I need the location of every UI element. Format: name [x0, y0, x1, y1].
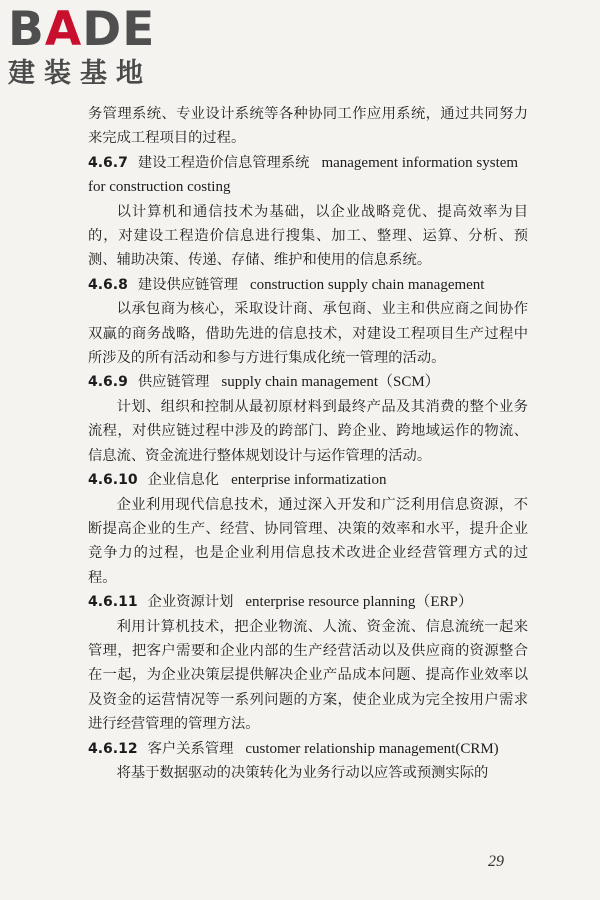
document-body [88, 102, 528, 785]
term-heading-4-6-11: 4.6.11 企业资源计划 enterprise resource planning（ERP） [88, 594, 473, 611]
page-number: 29 [488, 853, 504, 870]
term-body-4-6-9: 计划、组织和控制从最初原材料到最终产品及其消费的整个业务流程，对供应链过程中涉及的跨部门、跨企业、跨地域运作的物流、信息流、资金流进行整体规划设计与运作管理的活动。 [88, 398, 528, 464]
term-body-4-6-12: 将基于数据驱动的决策转化为业务行动以应答或预测实际的 [116, 764, 489, 781]
term-heading-4-6-12: 4.6.12 客户关系管理 customer relationship management(CRM) [88, 740, 499, 757]
term-heading-4-6-9: 4.6.9 供应链管理 supply chain management（SCM） [88, 374, 440, 391]
intro-paragraph: 务管理系统、专业设计系统等各种协同工作应用系统，通过共同努力来完成工程项目的过程。 [88, 106, 528, 147]
term-heading-4-6-7: 4.6.7 建设工程造价信息管理系统 management information system for construction costing [88, 154, 519, 196]
term-body-4-6-11: 利用计算机技术，把企业物流、人流、资金流、信息流统一起来管理，把客户需要和企业内部的生产经营活动以及供应商的资源整合在一起，为企业决策层提供解决企业产品成本问题、提高作业效率以及资金的运营情况等一系列问题的方案，使企业成为完全按用户需求进行经营管理的管理方法。 [88, 618, 528, 733]
bade-logo [8, 4, 183, 90]
term-heading-4-6-10: 4.6.10 企业信息化 enterprise informatization [88, 472, 387, 489]
term-body-4-6-7: 以计算机和通信技术为基础，以企业战略竞优、提高效率为目的，对建设工程造价信息进行搜集、加工、整理、运算、分析、预测、辅助决策、传递、存储、维护和使用的信息系统。 [88, 203, 528, 269]
term-heading-4-6-8: 4.6.8 建设供应链管理 construction supply chain management [88, 276, 485, 293]
logo-subtitle: 建装基地 [8, 58, 152, 89]
term-body-4-6-8: 以承包商为核心，采取设计商、承包商、业主和供应商之间协作双赢的商务战略，借助先进的信息技术，对建设工程项目生产过程中所涉及的所有活动和参与方进行集成化统一管理的活动。 [88, 301, 528, 367]
logo-wordmark: BADE [8, 2, 156, 57]
term-body-4-6-10: 企业利用现代信息技术，通过深入开发和广泛利用信息资源，不断提高企业的生产、经营、协同管理、决策的效率和水平，提升企业竞争力的过程，也是企业利用信息技术改进企业经营管理方式的过程。 [88, 496, 528, 586]
